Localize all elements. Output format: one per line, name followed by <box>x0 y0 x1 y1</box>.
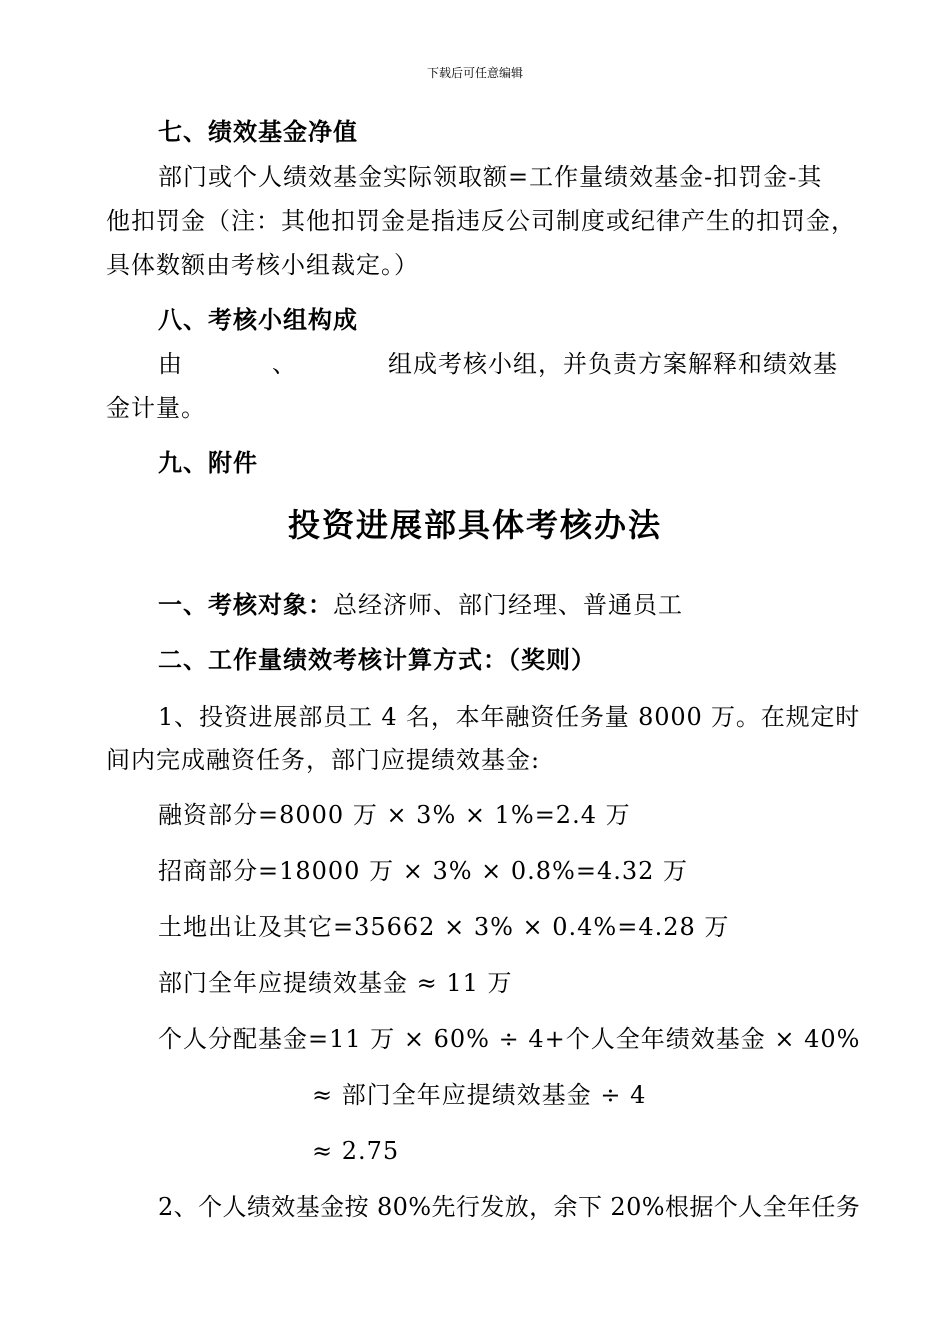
calc-department-total: 部门全年应提绩效基金 ≈ 11 万 <box>158 969 513 997</box>
calc-investment: 招商部分=18000 万 × 3% × 0.8%=4.32 万 <box>158 857 689 885</box>
section-8-line-1c: 组成考核小组，并负责方案解释和绩效基 <box>388 350 838 378</box>
calc-land: 土地出让及其它=35662 × 3% × 0.4%=4.28 万 <box>158 913 730 941</box>
calc-approx-1: ≈ 部门全年应提绩效基金 ÷ 4 <box>312 1081 647 1109</box>
section-8-line-1b: 、 <box>272 350 297 378</box>
part-2-p1-line-2: 间内完成融资任务，部门应提绩效基金: <box>106 746 541 774</box>
section-7-line-3: 具体数额由考核小组裁定。） <box>106 251 419 279</box>
part-2-heading: 二、工作量绩效考核计算方式：（奖则） <box>158 646 596 674</box>
section-8-line-1a: 由 <box>158 350 183 378</box>
part-1-text: 总经济师、部门经理、普通员工 <box>333 591 683 619</box>
part-2-p2-line-1: 2、个人绩效基金按 80%先行发放，余下 20%根据个人全年任务 <box>158 1193 861 1221</box>
part-1-line <box>158 590 683 620</box>
document-title: 投资进展部具体考核办法 <box>287 506 662 544</box>
calc-financing: 融资部分=8000 万 × 3% × 1%=2.4 万 <box>158 801 631 829</box>
section-8-heading: 八、考核小组构成 <box>158 306 358 334</box>
calc-approx-2: ≈ 2.75 <box>312 1137 400 1165</box>
page-header: 下载后可任意编辑 <box>426 66 523 80</box>
part-2-p1-line-1: 1、投资进展部员工 4 名，本年融资任务量 8000 万。在规定时 <box>158 703 861 731</box>
section-7-heading: 七、绩效基金净值 <box>158 118 358 146</box>
part-1-heading: 一、考核对象： <box>158 591 333 619</box>
section-7-line-1: 部门或个人绩效基金实际领取额=工作量绩效基金-扣罚金-其 <box>158 163 823 191</box>
section-9-heading: 九、附件 <box>158 449 258 477</box>
calc-personal-fund: 个人分配基金=11 万 × 60% ÷ 4+个人全年绩效基金 × 40% <box>158 1025 861 1053</box>
section-8-line-2: 金计量。 <box>106 394 206 422</box>
section-7-line-2: 他扣罚金（注：其他扣罚金是指违反公司制度或纪律产生的扣罚金， <box>106 207 856 235</box>
